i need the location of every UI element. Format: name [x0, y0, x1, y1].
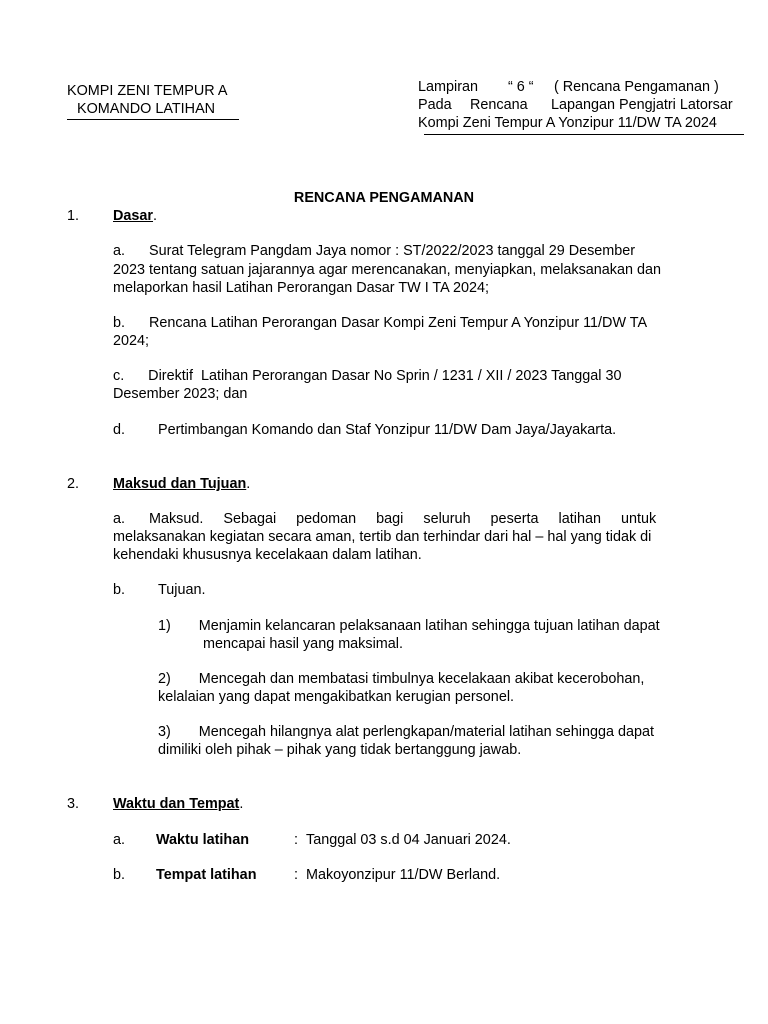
unit-subname: KOMANDO LATIHAN: [77, 101, 216, 117]
tempat-label: b.: [113, 867, 126, 883]
tujuan-heading: Tujuan.: [158, 582, 206, 598]
unit-name: KOMPI ZENI TEMPUR A: [67, 83, 228, 99]
annex-number: “ 6 “: [508, 79, 534, 95]
tujuan-item2-line1: 2) Mencegah dan membatasi timbulnya kecelakaan akibat kecerobohan,: [158, 671, 645, 687]
waktu-label: a.: [113, 832, 126, 848]
dasar-b-line2: 2024;: [113, 333, 150, 349]
maksud-line1: a. Maksud. Sebagai pedoman bagi seluruh peserta latihan untuk: [113, 511, 657, 527]
waktu-key: Waktu latihan: [156, 832, 250, 848]
tujuan-item2-line2: kelalaian yang dapat mengakibatkan kerugian personel.: [158, 689, 515, 705]
annex-line2-b: Rencana: [470, 97, 528, 113]
tujuan-item1-line1: 1) Menjamin kelancaran pelaksanaan latihan sehingga tujuan latihan dapat: [158, 618, 660, 634]
annex-label: Lampiran: [418, 79, 478, 95]
waktu-sep: :: [294, 832, 298, 848]
section-heading-dasar: Dasar.: [113, 208, 158, 224]
dasar-d-text: Pertimbangan Komando dan Staf Yonzipur 11/DW Dam Jaya/Jayakarta.: [158, 422, 617, 438]
tujuan-item1-line2: mencapai hasil yang maksimal.: [203, 636, 403, 652]
section-heading-maksud: Maksud dan Tujuan.: [113, 476, 251, 492]
tujuan-label: b.: [113, 582, 126, 598]
annex-line2-a: Pada: [418, 97, 452, 113]
tempat-key: Tempat latihan: [156, 867, 257, 883]
section-number: 2.: [67, 476, 80, 492]
section-heading-waktu: Waktu dan Tempat.: [113, 796, 244, 812]
header-right-rule: [424, 134, 744, 135]
dasar-a-line3: melaporkan hasil Latihan Perorangan Dasar TW I TA 2024;: [113, 280, 489, 296]
waktu-value: Tanggal 03 s.d 04 Januari 2024.: [306, 832, 511, 848]
tempat-value: Makoyonzipur 11/DW Berland.: [306, 867, 501, 883]
section-number: 3.: [67, 796, 80, 812]
annex-line2-c: Lapangan Pengjatri Latorsar: [551, 97, 733, 113]
dasar-a-line2: 2023 tentang satuan jajarannya agar merencanakan, menyiapkan, melaksanakan dan: [113, 262, 662, 278]
section-number: 1.: [67, 208, 80, 224]
maksud-line2: melaksanakan kegiatan secara aman, tertib dan terhindar dari hal – hal yang tidak di: [113, 529, 652, 545]
dasar-c-line2: Desember 2023; dan: [113, 386, 248, 402]
tempat-sep: :: [294, 867, 298, 883]
header-left-rule: [67, 119, 239, 120]
tujuan-item3-line2: dimiliki oleh pihak – pihak yang tidak bertanggung jawab.: [158, 742, 522, 758]
dasar-b-line1: b. Rencana Latihan Perorangan Dasar Kompi Zeni Tempur A Yonzipur 11/DW TA: [113, 315, 648, 331]
document-title: RENCANA PENGAMANAN: [293, 190, 475, 206]
annex-title: ( Rencana Pengamanan ): [554, 79, 719, 95]
dasar-c-line1: c. Direktif Latihan Perorangan Dasar No Sprin / 1231 / XII / 2023 Tanggal 30: [113, 368, 622, 384]
tujuan-item3-line1: 3) Mencegah hilangnya alat perlengkapan/material latihan sehingga dapat: [158, 724, 655, 740]
dasar-a-line1: a. Surat Telegram Pangdam Jaya nomor : ST/2022/2023 tanggal 29 Desember: [113, 243, 636, 259]
dasar-d-label: d.: [113, 422, 126, 438]
maksud-line3: kehendaki khususnya kecelakaan dalam latihan.: [113, 547, 422, 563]
annex-line3: Kompi Zeni Tempur A Yonzipur 11/DW TA 2024: [418, 115, 717, 131]
